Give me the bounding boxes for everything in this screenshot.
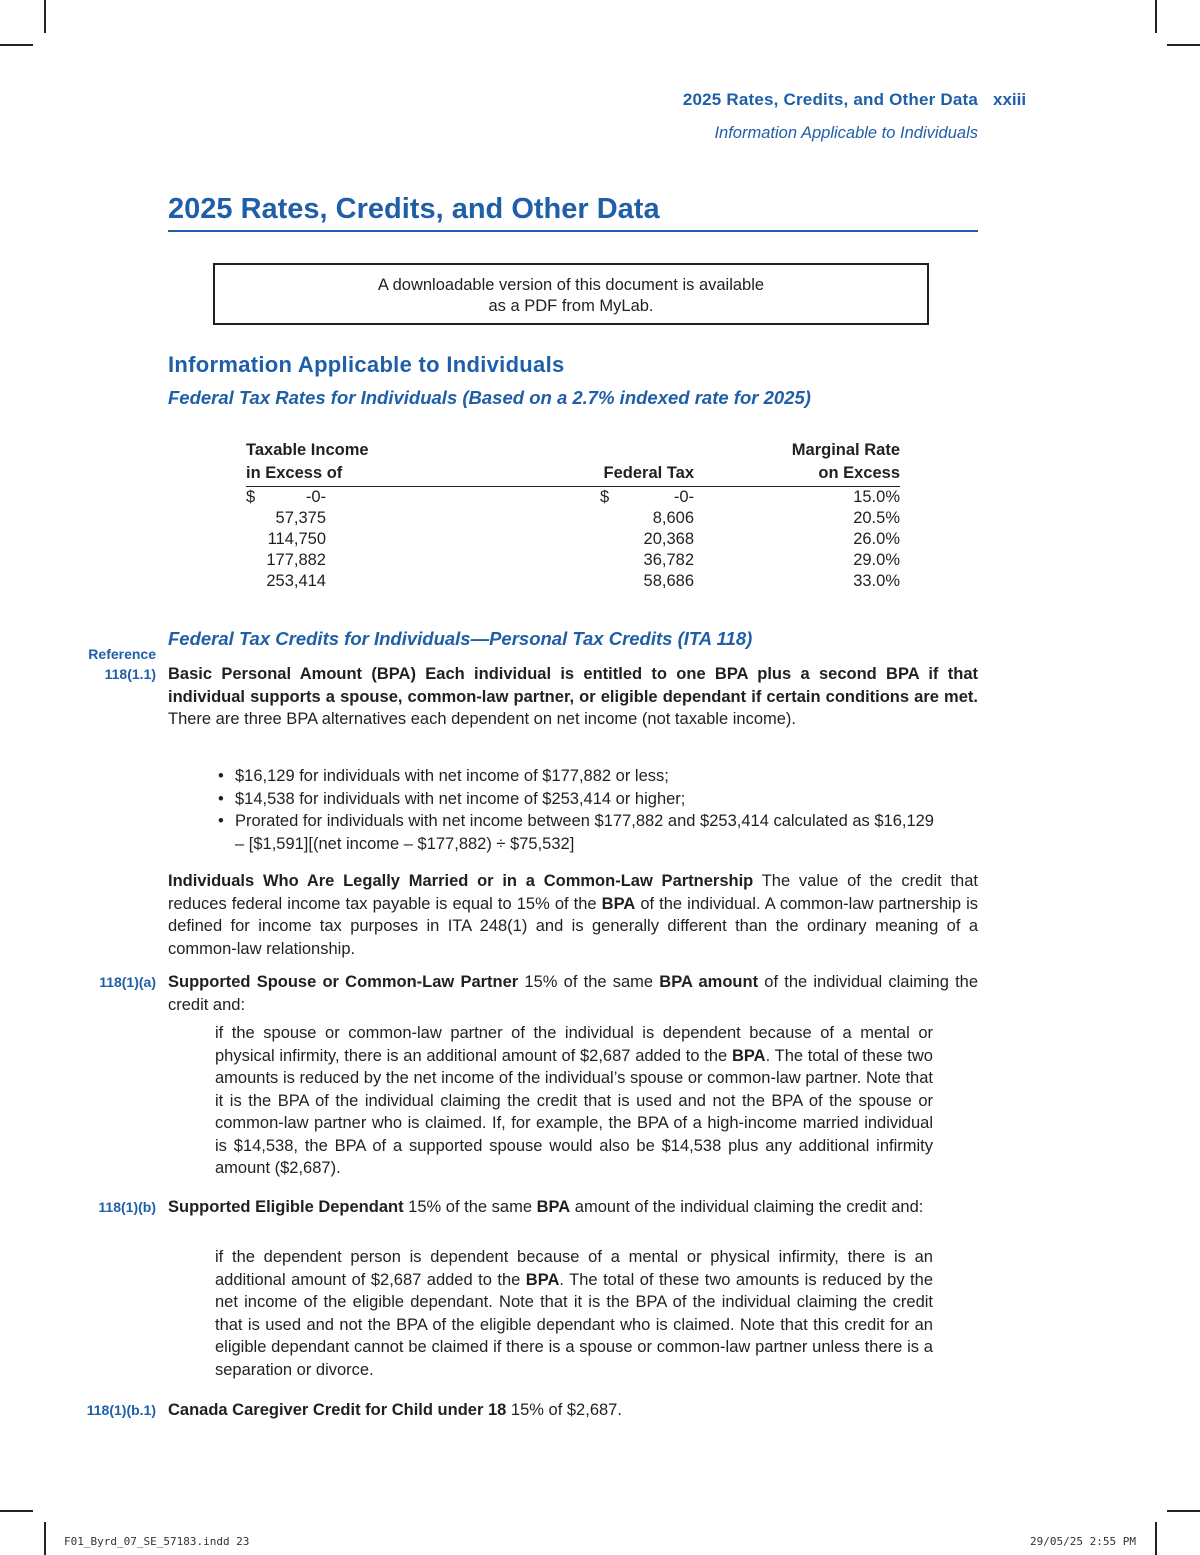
married-paragraph (168, 870, 978, 960)
dependant-indent-bpa: BPA (525, 1270, 560, 1289)
spouse-indent (215, 1022, 933, 1180)
caregiver-text: 15% of $2,687. (506, 1401, 622, 1419)
bpa-text: There are three BPA alternatives each dependent on net income (not taxable income). (168, 710, 796, 728)
ref-spouse: 118(1)(a) (99, 974, 156, 990)
notice-line-2: as a PDF from MyLab. (488, 297, 654, 315)
list-item: • $16,129 for individuals with net income of $177,882 or less; (218, 765, 978, 788)
cell-tax: -0- (673, 488, 694, 506)
table-row (246, 487, 900, 508)
crop-mark (1167, 1510, 1200, 1512)
credits-heading: Federal Tax Credits for Individuals—Personal Tax Credits (ITA 118) (168, 628, 753, 649)
caregiver-paragraph (168, 1399, 978, 1422)
crop-mark (1155, 0, 1157, 33)
married-text-2: of the individual. A common-law partnership is defined for income tax purposes in ITA 248(1) and is generally different than the ordinary meaning of a common-law relationship. (168, 894, 978, 958)
header-rate-line1: Marginal Rate (791, 441, 900, 459)
section-heading: Information Applicable to Individuals (168, 352, 565, 377)
cell-tax: 36,782 (643, 551, 694, 569)
list-item: • $14,538 for individuals with net income of $253,414 or higher; (218, 788, 978, 811)
cell-rate: 29.0% (853, 551, 900, 569)
cell-income: 57,375 (275, 509, 326, 527)
cell-rate: 15.0% (853, 488, 900, 506)
running-head-subtitle: Information Applicable to Individuals (714, 124, 978, 142)
header-rate-line2: on Excess (818, 464, 900, 482)
cell-tax: 8,606 (652, 509, 694, 527)
dependant-indent (215, 1246, 933, 1381)
cell-rate: 26.0% (853, 530, 900, 548)
crop-mark (44, 1522, 46, 1555)
cell-income: 114,750 (267, 530, 326, 548)
ref-caregiver: 118(1)(b.1) (86, 1402, 156, 1418)
cell-rate: 20.5% (853, 509, 900, 527)
cell-income: 253,414 (266, 572, 326, 590)
dependant-text-1: 15% of the same (403, 1198, 537, 1216)
table-row (246, 571, 900, 592)
spouse-text-1: 15% of the same (518, 973, 660, 991)
page-title: 2025 Rates, Credits, and Other Data (168, 193, 978, 232)
slug-right: 29/05/25 2:55 PM (1030, 1535, 1136, 1548)
running-head (683, 90, 978, 143)
header-income-line2: in Excess of (246, 464, 343, 482)
bpa-bold: Basic Personal Amount (BPA) Each individual is entitled to one BPA plus a second BPA if that individual supports a spouse, common-law partner, or eligible dependant if certain conditions are met. (168, 665, 978, 706)
rates-heading: Federal Tax Rates for Individuals (Based on a 2.7% indexed rate for 2025) (168, 387, 811, 408)
download-notice (213, 263, 929, 325)
rates-table (246, 439, 900, 592)
bpa-paragraph (168, 663, 978, 731)
cell-tax: 58,686 (643, 572, 694, 590)
cell-income: 177,882 (266, 551, 326, 569)
spouse-indent-bpa: BPA (731, 1046, 766, 1065)
spouse-indent-1: if the spouse or common-law partner of the individual is dependent because of a mental or physical infirmity, there is an additional amount of $2,687 added to the (215, 1024, 933, 1065)
spouse-paragraph (168, 971, 978, 1016)
notice-line-1: A downloadable version of this document is available (377, 276, 765, 294)
spouse-bold: Supported Spouse or Common-Law Partner (168, 973, 519, 991)
cell-rate: 33.0% (853, 572, 900, 590)
dollar-sign: $ (600, 488, 610, 506)
married-bpa: BPA (601, 894, 636, 913)
dependant-indent-1: if the dependent person is dependent because of a mental or physical infirmity, there is an additional amount of $2,687 added to the (215, 1248, 933, 1289)
page-number: xxiii (993, 90, 1027, 109)
crop-mark (44, 0, 46, 33)
header-federal-tax: Federal Tax (603, 464, 694, 482)
table-header (246, 439, 900, 487)
crop-mark (1167, 44, 1200, 46)
married-text-1: The value of the credit that reduces federal income tax payable is equal to 15% of the (168, 872, 978, 913)
table-row (246, 508, 900, 529)
dependant-indent-2: . The total of these two amounts is reduced by the net income of the eligible dependant. Note that it is the BPA of the individual claiming the credit that is used and not the BPA of the eligible dependant who is claimed. Note that this credit for an eligible dependant cannot be claimed if there is a spouse or common-law partner unless there is a separation or divorce. (215, 1270, 933, 1379)
ref-bpa: 118(1.1) (104, 666, 156, 682)
slug-left: F01_Byrd_07_SE_57183.indd 23 (64, 1535, 250, 1548)
header-income-line1: Taxable Income (246, 441, 369, 459)
reference-label: Reference (88, 646, 156, 662)
caregiver-bold: Canada Caregiver Credit for Child under 18 (168, 1401, 507, 1419)
cell-income: -0- (305, 488, 326, 506)
dependant-text-2: amount of the individual claiming the credit and: (570, 1198, 924, 1216)
table-row (246, 529, 900, 550)
crop-mark (0, 44, 33, 46)
dependant-bold: Supported Eligible Dependant (168, 1198, 404, 1216)
married-bold: Individuals Who Are Legally Married or in a Common-Law Partnership (168, 872, 754, 890)
running-head-title: 2025 Rates, Credits, and Other Data (682, 90, 978, 109)
spouse-text-2: of the individual claiming the credit and: (168, 973, 979, 1014)
crop-mark (1155, 1522, 1157, 1555)
cell-tax: 20,368 (643, 530, 694, 548)
spouse-indent-2: . The total of these two amounts is reduced by the net income of the individual’s spouse or common-law partner. Note that it is the BPA of the individual claiming the credit that is used and not the BPA of the spouse or common-law partner who is claimed. If, for example, the BPA of a high-income married individual is $14,538, the BPA of a supported spouse would also be $14,538 plus any additional infirmity amount ($2,687). (215, 1046, 933, 1177)
table-row (246, 550, 900, 571)
dependant-bpa: BPA (536, 1198, 571, 1216)
bpa-bullet-list (218, 765, 978, 855)
dependant-paragraph (168, 1196, 978, 1219)
list-item: • Prorated for individuals with net income between $177,882 and $253,414 calculated as $16,129 – [$1,591][(net income – $177,882) ÷ $75,532] (218, 810, 945, 855)
dollar-sign: $ (246, 488, 256, 506)
spouse-bpa-amount: BPA amount (659, 973, 759, 991)
crop-mark (0, 1510, 33, 1512)
ref-dependant: 118(1)(b) (98, 1199, 156, 1215)
